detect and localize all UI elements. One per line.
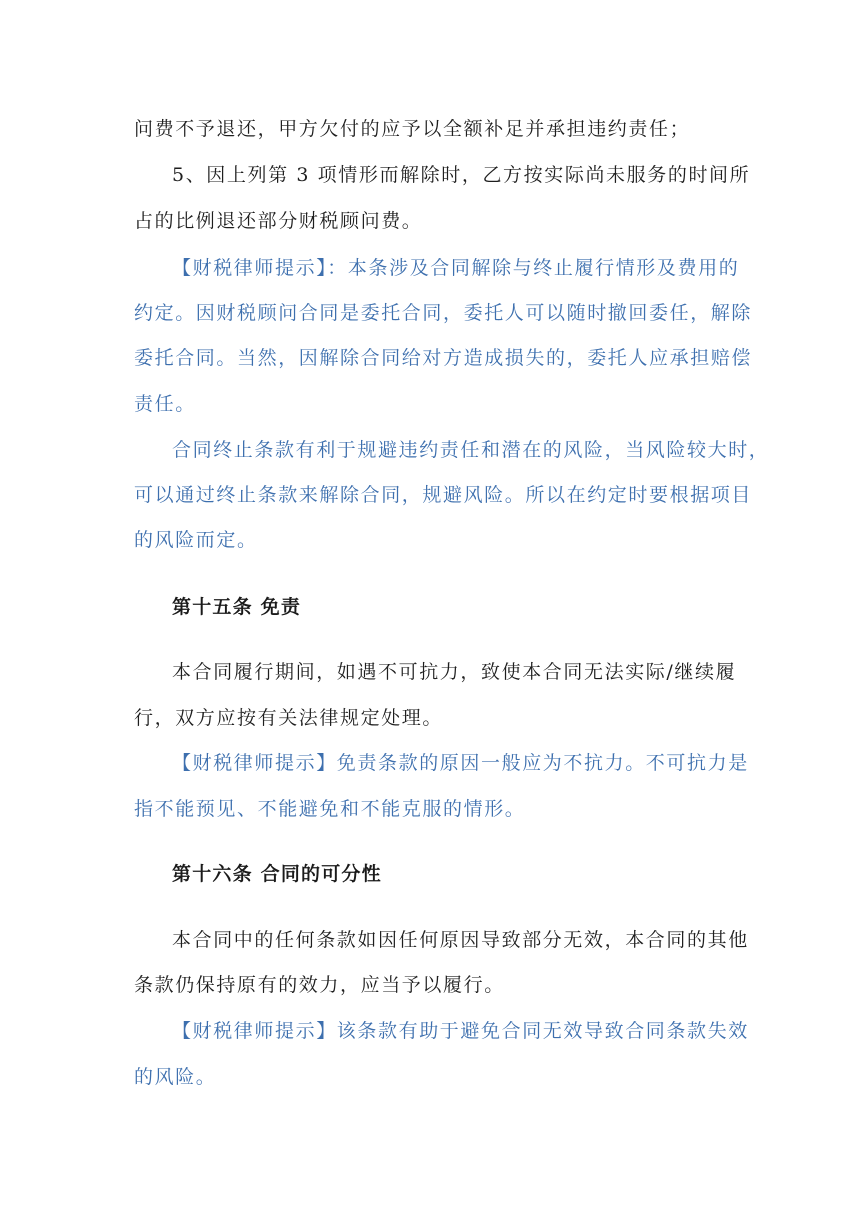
- tip-termination-clause-line-1: 合同终止条款有利于规避违约责任和潜在的风险，当风险较大时，: [172, 439, 770, 461]
- tip-termination-clause-line-3: 的风险而定。: [134, 529, 258, 551]
- article-15-body-line-1: 本合同履行期间，如遇不可抗力，致使本合同无法实际/继续履: [172, 661, 737, 683]
- tip-exemption-line-1: 【财税律师提示】免责条款的原因一般应为不抗力。不可抗力是: [172, 752, 749, 774]
- tip-severability-line-2: 的风险。: [134, 1066, 217, 1088]
- tip-severability-line-1: 【财税律师提示】该条款有助于避免合同无效导致合同条款失效: [172, 1020, 749, 1042]
- tip-termination-line-2: 约定。因财税顾问合同是委托合同，委托人可以随时撤回委任，解除: [134, 302, 753, 324]
- tip-termination-line-3: 委托合同。当然，因解除合同给对方造成损失的，委托人应承担赔偿: [134, 347, 753, 369]
- article-15-body-line-2: 行，双方应按有关法律规定处理。: [134, 707, 444, 729]
- tip-exemption-line-2: 指不能预见、不能避免和不能克服的情形。: [134, 798, 526, 820]
- article-16-body-line-2: 条款仍保持原有的效力，应当予以履行。: [134, 974, 505, 996]
- para-item-5-line-1: 5、因上列第 3 项情形而解除时，乙方按实际尚未服务的时间所: [172, 164, 751, 186]
- article-16-heading: 第十六条 合同的可分性: [172, 863, 382, 885]
- tip-termination-line-4: 责任。: [134, 393, 196, 415]
- para-refund-continued: 问费不予退还，甲方欠付的应予以全额补足并承担违约责任；: [134, 118, 691, 140]
- para-item-5-line-2: 占的比例退还部分财税顾问费。: [134, 210, 423, 232]
- tip-termination-clause-line-2: 可以通过终止条款来解除合同，规避风险。所以在约定时要根据项目: [134, 484, 753, 506]
- article-16-body-line-1: 本合同中的任何条款如因任何原因导致部分无效，本合同的其他: [172, 929, 749, 951]
- tip-termination-line-1: 【财税律师提示】：本条涉及合同解除与终止履行情形及费用的: [172, 257, 740, 279]
- article-15-heading: 第十五条 免责: [172, 596, 302, 618]
